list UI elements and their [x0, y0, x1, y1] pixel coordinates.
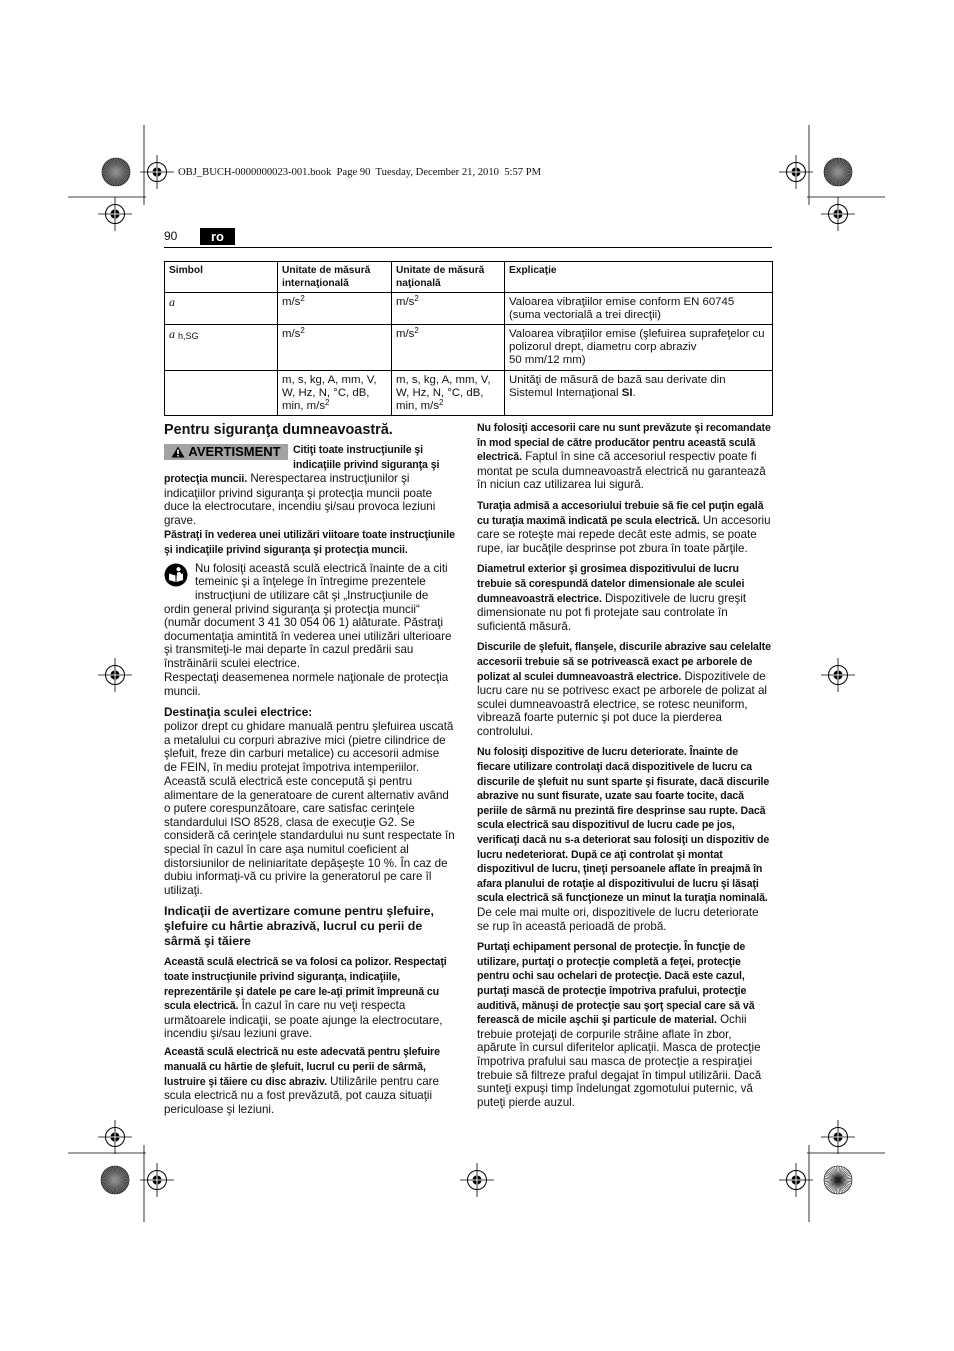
- intended-use-heading: Destinaţia sculei electrice:: [164, 705, 313, 720]
- generator-paragraph: Această sculă electrică este concepută şi pentru alimentare de la generatoare de curent alternativ având o putere corespunzătoare, care satisfac cerinţele standardului ISO 8528, clasa de execuţie G2. Se consideră că cerinţele standardului nu sunt respectate în special în cazul în care aşa numitul coeficient al distorsiunilor de neliniaritate depăşeşte 10 %. În caz de dubiu informaţi-vă cu privire la generatorul pe care îl utilizaţi.: [164, 775, 455, 897]
- explanation-cell: Valoarea vibraţiilor emise conform EN 60745 (suma vectorială a trei direcţii): [505, 293, 773, 325]
- table-row: [165, 325, 773, 371]
- safety-heading: Pentru siguranţa dumneavoastră.: [164, 422, 393, 438]
- explanation-text: Valoarea vibraţiilor emise (şlefuirea suprafeţelor cu polizorul drept, diametru corp abraziv 50 mm/12 mm): [509, 328, 765, 366]
- warning-triangle-icon: [171, 446, 185, 458]
- warning-item: [477, 499, 772, 555]
- read-manual-icon-graphic: [164, 563, 188, 587]
- manual-text: Nu folosiţi această sculă electrică înainte de a citi temeinic şi a înţelege în întregime prezentele instrucţiuni de utilizare cât şi „Instrucţiunile de ordin general privind siguranţa şi protecţia muncii“ (număr document 3 41 30 054 06 1) alăturate. Păstraţi documentaţia amintită în vederea unei utilizări ulterioare şi transmiteţi-le mai departe în cazul predării sau înstrăinării sculei electrice.: [164, 561, 452, 670]
- symbol: a: [169, 327, 175, 341]
- unit-exponent: 2: [300, 294, 305, 303]
- national-unit-cell: [392, 371, 505, 416]
- column-header-symbol: Simbol: [165, 262, 278, 293]
- table-header-row: [165, 262, 773, 293]
- unit-list: m, s, kg, A, mm, V, W, Hz, N, °C, dB, min, m/s: [282, 374, 377, 412]
- sunburst-target-icon: [824, 1166, 852, 1194]
- warning-item: [477, 421, 772, 492]
- international-unit-cell: [278, 293, 392, 325]
- intended-use-paragraph: polizor drept cu ghidare manuală pentru şlefuirea uscată a metalului cu corpuri abrazive mici (pietre cilindrice de şlefuit, freze din carburi metalice) cu accesorii admise de FEIN, în mediu protejat împotriva intemperiilor.: [164, 720, 454, 774]
- unit-exponent: 2: [325, 398, 330, 407]
- manual-paragraph: [164, 562, 455, 671]
- warning-item-text: Faptul în sine că accesoriul respectiv poate fi montat pe scula dumneavoastră electrică nu garantează în niciun caz utilizarea lui sigură.: [477, 450, 766, 492]
- registration-target-icon: [779, 155, 813, 189]
- registration-target-icon: [98, 1120, 132, 1154]
- column-header-explanation: Explicaţie: [505, 262, 773, 293]
- symbol-cell: [165, 371, 278, 416]
- table-row: [165, 293, 773, 325]
- international-unit-cell: [278, 325, 392, 371]
- warning-item-bold: Discurile de şlefuit, flanşele, discurile abrazive sau celelalte accesorii trebuie să se potrivească exact pe arborele de polizat al sculei dumneavoastră electrice.: [477, 641, 771, 683]
- warning-item-bold: Diametrul exterior şi grosimea dispozitivului de lucru trebuie să corespundă datelor dimensionale ale sculei dumneavoastră electrice.: [477, 563, 745, 605]
- symbol: a: [169, 295, 175, 309]
- unit-exponent: 2: [439, 398, 444, 407]
- warning-item-text: Un accesoriu care se roteşte mai repede decât este admis, se poate rupe, iar bucăţile desprinse pot zbura în toate părţile.: [477, 513, 771, 555]
- explanation-text: Unităţi de măsură de bază sau derivate din Sistemul Internaţional: [509, 374, 726, 399]
- symbol-cell: [165, 293, 278, 325]
- warning-item-bold: Nu folosiţi accesorii care nu sunt prevăzute şi recomandate în mod special de către producător pentru această sculă electrică.: [477, 422, 771, 464]
- table-row: [165, 371, 773, 416]
- warning-item: [477, 562, 772, 633]
- national-unit-cell: [392, 293, 505, 325]
- warning-item-bold: Această sculă electrică nu este adecvată pentru şlefuire manuală cu hârtie de şlefuit, lucrul cu perii de sârmă, lustruire şi tăiere cu disc abraziv.: [164, 1046, 440, 1088]
- unit: m/s: [396, 296, 415, 308]
- warning-item-text: Ochii trebuie protejaţi de corpurile străine aflate în zbor, apărute în cursul diferitelor aplicaţii. Masca de protecţie împotriva prafului sau masca de protecţie a respiraţiei trebuie să filtreze praful degajat în timpul utilizării. Dacă sunteţi expuşi timp îndelungat zgomotului puternic, vă puteţi pierde auzul.: [477, 1013, 762, 1109]
- sunburst-target-icon: [824, 158, 852, 186]
- registration-target-icon: [779, 1163, 813, 1197]
- warning-item: [164, 1045, 455, 1116]
- unit: m/s: [396, 328, 415, 340]
- warning-item: [477, 940, 772, 1109]
- warning-text: Nerespectarea instrucţiunilor şi indicaţiilor privind siguranţa şi protecţia muncii poate duce la electrocutare, incendiu şi/sau provoca leziuni grave.: [164, 472, 436, 527]
- language-badge: ro: [200, 228, 235, 245]
- warning-item-bold: Această sculă electrică se va folosi ca polizor. Respectaţi toate instrucţiunile privind siguranţa, indicaţiile, reprezentările şi datele pe care le-aţi primit împreună cu scula electrică.: [164, 956, 447, 1013]
- registration-target-icon: [98, 658, 132, 692]
- warning-item: [164, 955, 455, 1041]
- keep-instructions-text: Păstraţi în vederea unei utilizări viitoare toate instrucţiunile şi indicaţiile privind siguranţa şi protecţia muncii.: [164, 529, 455, 556]
- warning-label: AVERTISMENT: [188, 444, 281, 459]
- warning-item-text: Utilizările pentru care scula electrică nu a fost prevăzută, pot cauza situaţii periculoase şi leziuni.: [164, 1074, 439, 1116]
- warning-item-bold: Turaţia admisă a accesoriului trebuie să fie cel puţin egală cu turaţia maximă indicată pe scula electrică.: [477, 499, 764, 527]
- symbol-table: [164, 261, 773, 416]
- registration-target-icon: [98, 197, 132, 231]
- symbol-cell: [165, 325, 278, 371]
- symbol-subscript: h,SG: [178, 331, 199, 341]
- unit: m/s: [282, 296, 301, 308]
- warning-item-text: De cele mai multe ori, dispozitivele de lucru deteriorate se rup în această perioadă de probă.: [477, 906, 759, 933]
- warning-item-bold: Purtaţi echipament personal de protecţie. În funcţie de utilizare, purtaţi o protecţie completă a feţei, protecţie pentru ochi sau ochelari de protecţie. Dacă este cazul, purtaţi mască de protecţie împotriva prafului, protecţie auditivă, mănuşi de protecţie sau şorţ special care să vă ferească de micile aşchii şi particule de material.: [477, 941, 755, 1027]
- common-warnings-heading: Indicaţii de avertizare comune pentru şlefuire, şlefuire cu hârtie abrazivă, lucrul cu perii de sârmă şi tăiere: [164, 904, 434, 949]
- explanation-end: .: [632, 387, 636, 399]
- unit-exponent: 2: [414, 326, 419, 335]
- column-header-international-unit: Unitate de măsură internaţională: [278, 262, 392, 293]
- warning-badge: [164, 444, 288, 460]
- warning-item-bold: Nu folosiţi dispozitive de lucru deteriorate. Înainte de fiecare utilizare controlaţi dacă dispozitivele de lucru ca discurile de şlefuit nu sunt sparte şi fisurate, dacă discurile abrazive nu sunt fisurate, uzate sau foarte tocite, dacă periile de sârmă nu prezintă fire desprinse sau rupte. Dacă scula electrică sau dispozitivul de lucru cade pe jos, verificaţi dacă nu s-a deteriorat sau folosiţi un dispozitiv de lucru nedeteriorat. După ce aţi controlat şi montat dispozitivul de lucru, ţineţi persoanele aflate în preajmă în afara planului de rotaţie al dispozitivului de lucru şi lăsaţi scula electrică să funcţioneze un minut la turaţia nominală.: [477, 746, 770, 905]
- unit-exponent: 2: [414, 294, 419, 303]
- registration-target-icon: [140, 155, 174, 189]
- warning-item-text: Dispozitivele de lucru greşit dimensionate nu pot fi protejate sau controlate în suficientă măsură.: [477, 591, 747, 633]
- national-unit-cell: [392, 325, 505, 371]
- column-header-national-unit: Unitate de măsură naţională: [392, 262, 505, 293]
- registration-target-icon: [821, 197, 855, 231]
- warning-item-text: Dispozitivele de lucru care nu se potrivesc exact pe arborele de polizat al sculei dumneavoastră electrice, se rotesc neuniform, vibrează foarte puternic şi pot duce la pierderea controlului.: [477, 669, 768, 738]
- warning-paragraph: [164, 443, 455, 528]
- international-unit-cell: [278, 371, 392, 416]
- explanation-bold: SI: [621, 387, 633, 399]
- registration-target-icon: [821, 658, 855, 692]
- unit-exponent: 2: [300, 326, 305, 335]
- print-job-header: OBJ_BUCH-0000000023-001.book Page 90 Tuesday, December 21, 2010 5:57 PM: [178, 167, 542, 178]
- national-rules-paragraph: Respectaţi deasemenea normele naţionale de protecţia muncii.: [164, 671, 449, 698]
- left-column: [164, 421, 455, 1121]
- header-rule: [164, 247, 772, 248]
- right-column: [477, 421, 772, 1116]
- warning-item: [477, 640, 772, 738]
- registration-target-icon: [460, 1163, 494, 1197]
- page-number: 90: [164, 229, 178, 243]
- warning-item-text: În cazul în care nu veţi respecta următoarele indicaţii, se poate ajunge la electrocutare, incendiu şi/sau leziuni grave.: [164, 999, 443, 1041]
- warning-bold-text: Citiţi toate instrucţiunile şi indicaţiile privind siguranţa şi protecţia muncii.: [164, 444, 440, 486]
- keep-instructions-paragraph: [164, 528, 455, 557]
- registration-target-icon: [821, 1120, 855, 1154]
- unit-list: m, s, kg, A, mm, V, W, Hz, N, °C, dB, min, m/s: [396, 374, 491, 412]
- sunburst-target-icon: [101, 1166, 129, 1194]
- registration-target-icon: [140, 1163, 174, 1197]
- explanation-cell: [505, 371, 773, 416]
- read-manual-icon: [164, 563, 188, 587]
- warning-item: [477, 745, 772, 933]
- sunburst-target-icon: [102, 158, 130, 186]
- unit: m/s: [282, 328, 301, 340]
- explanation-cell: [505, 325, 773, 371]
